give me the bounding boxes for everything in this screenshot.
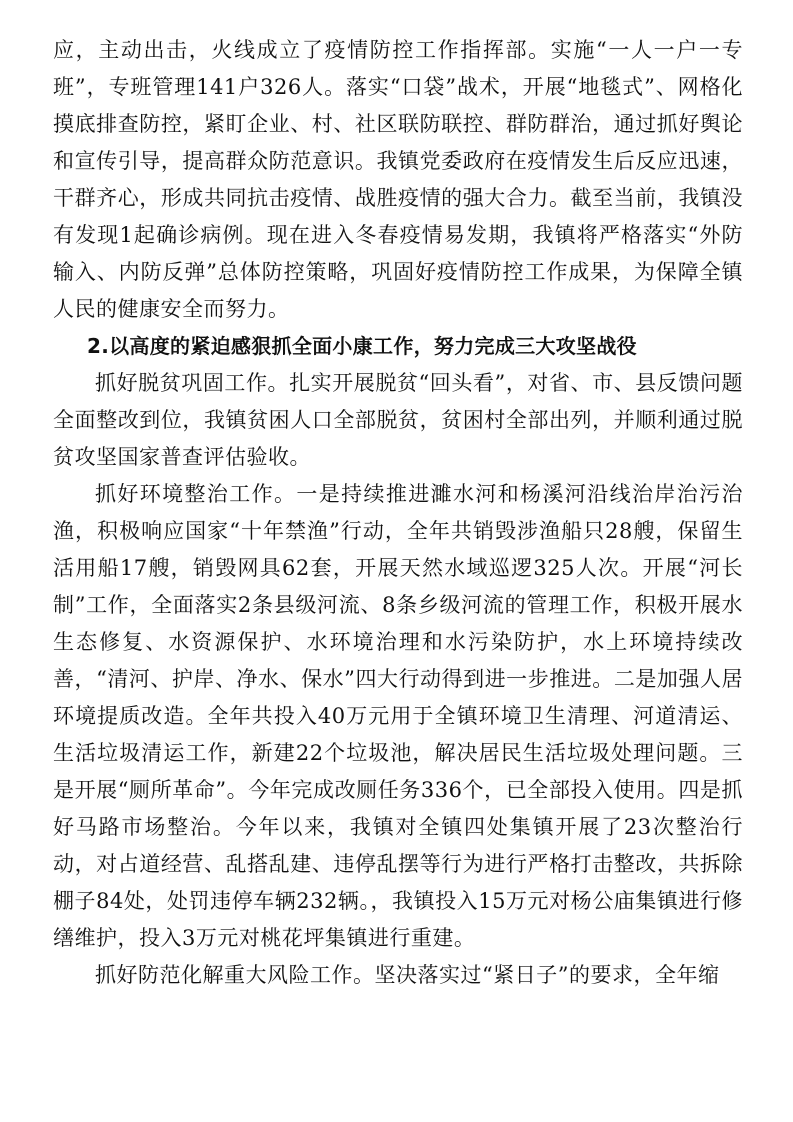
document-page (53, 32, 743, 994)
body-paragraph-3: 抓好环境整治工作。一是持续推进濉水河和杨溪河沿线治岸治污治渔，积极响应国家“十年禁渔”行动，全年共销毁涉渔船只28艘，保留生活用船17艘，销毁网具62套，开展天然水域巡逻325人次。开展“河长制”工作，全面落实2条县级河流、8条乡级河流的管理工作，积极开展水生态修复、水资源保护、水环境治理和水污染防护，水上环境持续改善，“清河、护岸、净水、保水”四大行动得到进一步推进。二是加强人居环境提质改造。全年共投入40万元用于全镇环境卫生清理、河道清运、生活垃圾清运工作，新建22个垃圾池，解决居民生活垃圾处理问题。三是开展“厕所革命”。今年完成改厕任务336个，已全部投入使用。四是抓好马路市场整治。今年以来，我镇对全镇四处集镇开展了23次整治行动，对占道经营、乱搭乱建、违停乱摆等行为进行严格打击整改，共拆除棚子84处，处罚违停车辆232辆。，我镇投入15万元对杨公庙集镇进行修缮维护，投入3万元对桃花坪集镇进行重建。 (53, 482, 743, 950)
section-heading: 2.以高度的紧迫感狠抓全面小康工作，努力完成三大攻坚战役 (87, 334, 637, 358)
body-paragraph-1: 应，主动出击，火线成立了疫情防控工作指挥部。实施“一人一户一专班”，专班管理141户326人。落实“口袋”战术，开展“地毯式”、网格化摸底排查防控，紧盯企业、村、社区联防联控、群防群治，通过抓好舆论和宣传引导，提高群众防范意识。我镇党委政府在疫情发生后反应迅速，干群齐心，形成共同抗击疫情、战胜疫情的强大合力。截至当前，我镇没有发现1起确诊病例。现在进入冬春疫情易发期，我镇将严格落实“外防输入、内防反弹”总体防控策略，巩固好疫情防控工作成果，为保障全镇人民的健康安全而努力。 (53, 38, 743, 321)
body-paragraph-4: 抓好防范化解重大风险工作。坚决落实过“紧日子”的要求，全年缩 (95, 963, 720, 987)
body-paragraph-2: 抓好脱贫巩固工作。扎实开展脱贫“回头看”，对省、市、县反馈问题全面整改到位，我镇贫困人口全部脱贫，贫困村全部出列，并顺利通过脱贫攻坚国家普查评估验收。 (53, 371, 743, 469)
